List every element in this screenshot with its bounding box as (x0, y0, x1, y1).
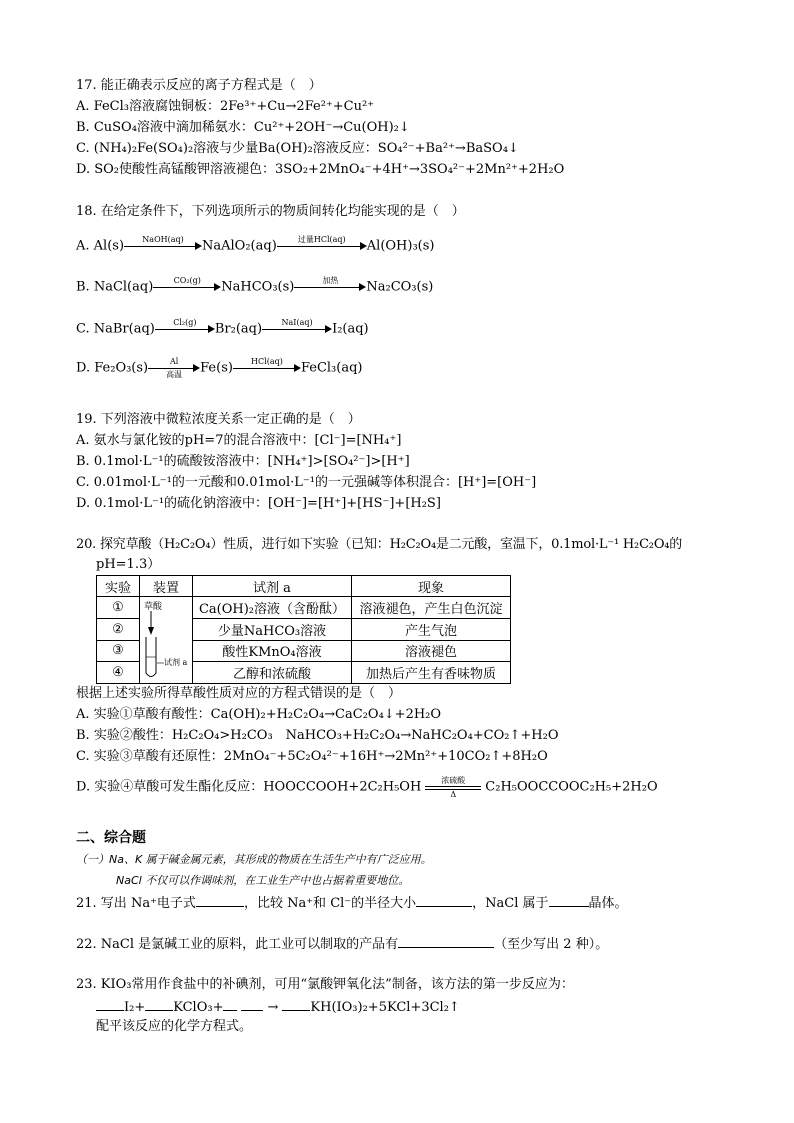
q20-option-a: A. 实验①草酸有酸性：Ca(OH)₂+H₂C₂O₄→CaC₂O₄↓+2H₂O (76, 707, 442, 722)
coefficient-blank[interactable] (223, 998, 237, 1011)
phenomenon-cell: 溶液褪色 (352, 640, 511, 662)
reaction-arrow (148, 357, 200, 379)
q20-stem-line1: 20. 探究草酸（H₂C₂O₄）性质，进行如下实验（已知：H₂C₂O₄是二元酸，室温下，0.1mol·L⁻¹ H₂C₂O₄的 (76, 537, 683, 552)
q17-option-c: C. (NH₄)₂Fe(SO₄)₂溶液与少量Ba(OH)₂溶液反应：SO₄²⁻+Ba²⁺→BaSO₄↓ (76, 141, 519, 156)
q20-question: 根据上述实验所得草酸性质对应的方程式错误的是（ ） (76, 686, 402, 701)
reagent-cell: 少量NaHCO₃溶液 (193, 618, 352, 640)
arrow-condition: NaI(aq) (281, 318, 313, 327)
q18-d-mid: Fe(s) (200, 360, 233, 376)
section-intro-line1: （一）Na、K 属于碱金属元素，其形成的物质在生活生产中有广泛应用。 (76, 853, 432, 866)
q19-option-b: B. 0.1mol·L⁻¹的硫酸铵溶液中：[NH₄⁺]>[SO₄²⁻]>[H⁺] (76, 454, 410, 469)
test-tube-dropper-icon (140, 597, 192, 683)
q17-option-d: D. SO₂使酸性高锰酸钾溶液褪色：3SO₂+2MnO₄⁻+4H⁺→3SO₄²⁻+2Mn²⁺+2H₂O (76, 162, 565, 177)
answer-blank[interactable] (196, 894, 244, 907)
arrow-condition: 过量HCl(aq) (297, 235, 346, 244)
reaction-arrow (124, 235, 202, 254)
q20-d-left: D. 实验④草酸可发生酯化反应：HOOCCOOH+2C₂H₅OH (76, 779, 422, 795)
reaction-arrow (294, 276, 366, 295)
q21 (76, 894, 628, 912)
experiment-number: ④ (97, 662, 140, 684)
table-header-row (97, 576, 511, 597)
coefficient-blank[interactable] (96, 998, 124, 1011)
section-title: 二、综合题 (76, 830, 146, 846)
phenomenon-cell: 溶液褪色，产生白色沉淀 (352, 597, 511, 619)
experiment-number: ② (97, 618, 140, 640)
reagent-cell: Ca(OH)₂溶液（含酚酞） (193, 597, 352, 619)
q22 (76, 935, 608, 953)
q18-d-start: D. Fe₂O₃(s) (76, 360, 149, 376)
apparatus-diagram (140, 597, 192, 683)
arrow-condition: 加热 (322, 276, 339, 285)
reagent-cell: 乙醇和浓硫酸 (193, 662, 352, 684)
q18-option-a (76, 235, 435, 255)
phenomenon-cell: 加热后产生有香味物质 (352, 662, 511, 684)
answer-blank[interactable] (398, 935, 494, 948)
section-intro-line2: NaCl 不仅可以作调味剂，在工业生产中也占据着重要地位。 (116, 874, 410, 887)
q18-c-end: I₂(aq) (332, 321, 369, 337)
q20-option-b: B. 实验②酸性：H₂C₂O₄>H₂CO₃ NaHCO₃+H₂C₂O₄→NaHC₂O₄+CO₂↑+H₂O (76, 728, 559, 743)
q21-text-c: ，NaCl 属于 (472, 896, 549, 911)
substance-blank[interactable] (241, 998, 263, 1011)
q18-a-end: Al(OH)₃(s) (366, 238, 435, 254)
reversible-arrow-icon (425, 776, 481, 799)
q20-option-d (76, 776, 658, 799)
q18-option-b (76, 276, 434, 296)
table-row (97, 597, 511, 619)
q22-text-a: 22. NaCl 是氯碱工业的原料，此工业可以制取的产品有 (76, 937, 399, 952)
q18-b-mid: NaHCO₃(s) (221, 279, 295, 295)
q17-option-b: B. CuSO₄溶液中滴加稀氨水：Cu²⁺+2OH⁻→Cu(OH)₂↓ (76, 120, 410, 135)
q18-option-d (76, 357, 363, 379)
q18-c-start: C. NaBr(aq) (76, 321, 155, 337)
arrow-condition: Cl₂(g) (173, 318, 197, 327)
q20-option-c: C. 实验③草酸有还原性：2MnO₄⁻+5C₂O₄²⁻+16H⁺→2Mn²⁺+10CO₂↑+8H₂O (76, 749, 548, 764)
table-header: 试剂 a (193, 576, 352, 597)
coefficient-blank[interactable] (282, 998, 310, 1011)
q22-text-b: （至少写出 2 种）。 (494, 937, 609, 952)
arrow-condition: Al (169, 357, 179, 366)
reaction-arrow (155, 318, 215, 337)
reaction-arrow (262, 318, 332, 337)
q18-a-start: A. Al(s) (76, 238, 125, 254)
coefficient-blank[interactable] (145, 998, 173, 1011)
q18-b-start: B. NaCl(aq) (76, 279, 154, 295)
q18-option-c (76, 318, 369, 338)
table-header: 装置 (140, 576, 193, 597)
experiment-table (96, 575, 511, 684)
arrow-condition: CO₂(g) (173, 276, 201, 285)
q17-stem: 17. 能正确表示反应的离子方程式是（ ） (76, 78, 322, 93)
arrow-condition-below: 高温 (166, 370, 183, 379)
q23-stem: 23. KIO₃常用作食盐中的补碘剂，可用“氯酸钾氧化法”制备，该方法的第一步反应为： (76, 977, 574, 992)
q23-equation (96, 998, 460, 1016)
q21-text-b: ，比较 Na⁺和 Cl⁻的半径大小 (243, 896, 417, 911)
q18-a-mid: NaAlO₂(aq) (202, 238, 277, 254)
experiment-number: ③ (97, 640, 140, 662)
q18-stem: 18. 在给定条件下，下列选项所示的物质间转化均能实现的是（ ） (76, 204, 465, 219)
q23-eq-part: I₂+ (124, 1000, 146, 1015)
q18-c-mid: Br₂(aq) (214, 321, 263, 337)
q21-text-d: 晶体。 (588, 896, 628, 911)
q23-eq-part: KH(IO₃)₂+5KCl+3Cl₂↑ (310, 1000, 460, 1015)
arrow-condition: NaOH(aq) (142, 235, 184, 244)
q18-b-end: Na₂CO₃(s) (366, 279, 434, 295)
q23-eq-arrow: → (267, 1000, 279, 1015)
arrow-condition: HCl(aq) (251, 357, 283, 366)
reagent-cell: 酸性KMnO₄溶液 (193, 640, 352, 662)
table-header: 现象 (352, 576, 511, 597)
reaction-arrow (233, 357, 301, 376)
answer-blank[interactable] (416, 894, 472, 907)
q19-option-a: A. 氨水与氯化铵的pH=7的混合溶液中：[Cl⁻]=[NH₄⁺] (76, 433, 402, 448)
reaction-arrow (277, 235, 367, 254)
q19-option-c: C. 0.01mol·L⁻¹的一元酸和0.01mol·L⁻¹的一元强碱等体积混合：[H⁺]=[OH⁻] (76, 475, 537, 490)
q23-instruction: 配平该反应的化学方程式。 (96, 1019, 253, 1034)
apparatus-label-oxalic-acid: 草酸 (144, 602, 163, 612)
q20-d-right: C₂H₅OOCCOOC₂H₅+2H₂O (485, 779, 658, 795)
phenomenon-cell: 产生气泡 (352, 618, 511, 640)
q20-stem-line2: pH=1.3） (96, 557, 161, 572)
arrow-condition-below: Δ (450, 790, 457, 799)
q23-eq-part: KClO₃+ (173, 1000, 224, 1015)
q19-stem: 19. 下列溶液中微粒浓度关系一定正确的是（ ） (76, 412, 361, 427)
reaction-arrow (153, 276, 221, 295)
q19-option-d: D. 0.1mol·L⁻¹的硫化钠溶液中：[OH⁻]=[H⁺]+[HS⁻]+[H₂S] (76, 496, 441, 511)
q21-text-a: 21. 写出 Na⁺电子式 (76, 896, 196, 911)
apparatus-label-reagent: 试剂 a (164, 658, 188, 667)
q17-option-a: A. FeCl₃溶液腐蚀铜板：2Fe³⁺+Cu→2Fe²⁺+Cu²⁺ (76, 99, 375, 114)
experiment-number: ① (97, 597, 140, 619)
answer-blank[interactable] (549, 894, 589, 907)
table-header: 实验 (97, 576, 140, 597)
apparatus-cell (140, 597, 193, 684)
q18-d-end: FeCl₃(aq) (300, 360, 363, 376)
arrow-condition: 浓硫酸 (441, 776, 466, 785)
